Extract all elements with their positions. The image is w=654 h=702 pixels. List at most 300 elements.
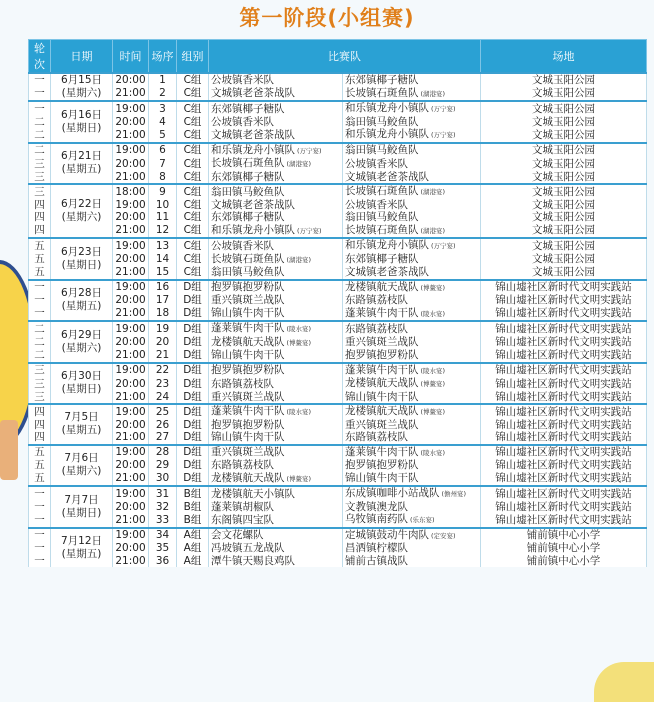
group-cell: D组 xyxy=(177,445,209,460)
date-cell xyxy=(51,184,113,238)
away-team-cell xyxy=(343,363,481,378)
home-team-cell xyxy=(209,391,343,405)
away-team-name: 蓬莱镇牛肉干队 xyxy=(345,445,419,458)
away-team-name: 东成镇咖啡小站战队 xyxy=(345,487,440,499)
venue-cell: 文城玉阳公园 xyxy=(481,157,647,171)
time-cell: 20:00 xyxy=(113,73,149,87)
header-round: 轮次 xyxy=(29,40,51,74)
home-team-cell xyxy=(209,157,343,171)
away-team-cell xyxy=(343,419,481,432)
table-row xyxy=(29,73,647,87)
table-row xyxy=(29,87,647,102)
time-cell: 19:00 xyxy=(113,238,149,253)
home-team-name: 文城镇老爸茶战队 xyxy=(211,198,295,211)
time-cell: 20:00 xyxy=(113,211,149,224)
match-no-cell: 23 xyxy=(149,377,177,391)
table-row xyxy=(29,116,647,129)
home-team-name: 会文花螺队 xyxy=(211,529,264,541)
time-cell: 19:00 xyxy=(113,101,149,116)
match-no-cell: 12 xyxy=(149,224,177,239)
away-team-name: 文城镇老爸茶战队 xyxy=(345,266,429,278)
group-cell: C组 xyxy=(177,171,209,185)
round-cell: 一 xyxy=(29,307,51,322)
home-team-cell xyxy=(209,87,343,102)
table-row xyxy=(29,307,647,322)
away-team-cell xyxy=(343,253,481,267)
away-team-name: 文教镇澳龙队 xyxy=(345,500,408,513)
home-team-name: 重兴镇斑兰战队 xyxy=(211,446,285,458)
away-team-name: 铺前古镇战队 xyxy=(345,554,408,567)
away-team-cell xyxy=(343,513,481,528)
date-text: 6月23日 xyxy=(60,245,103,258)
group-cell: B组 xyxy=(177,486,209,501)
header-group: 组别 xyxy=(177,40,209,74)
table-row xyxy=(29,391,647,405)
round-cell: 四 xyxy=(29,199,51,212)
date-cell xyxy=(51,238,113,280)
table-row xyxy=(29,542,647,555)
venue-cell: 文城玉阳公园 xyxy=(481,266,647,280)
group-cell: D组 xyxy=(177,419,209,432)
away-team-tag: (博鳌宴) xyxy=(420,408,446,416)
weekday-text: (星期日) xyxy=(61,121,102,134)
group-cell: C组 xyxy=(177,266,209,280)
venue-cell: 文城玉阳公园 xyxy=(481,101,647,116)
weekday-text: (星期六) xyxy=(61,87,102,99)
home-team-cell xyxy=(209,472,343,487)
time-cell: 20:00 xyxy=(113,253,149,267)
venue-cell: 锦山墟社区新时代文明实践站 xyxy=(481,391,647,405)
home-team-name: 长坡镇石斑鱼队 xyxy=(211,157,285,169)
away-team-name: 长坡镇石斑鱼队 xyxy=(345,223,419,236)
venue-cell: 文城玉阳公园 xyxy=(481,171,647,185)
time-cell: 21:00 xyxy=(113,307,149,322)
time-cell: 20:00 xyxy=(113,459,149,472)
group-cell: D组 xyxy=(177,459,209,472)
away-team-tag: (乐东宴) xyxy=(410,516,435,524)
home-team-cell xyxy=(209,307,343,322)
home-team-cell xyxy=(209,73,343,87)
round-cell: 一 xyxy=(29,486,51,501)
group-cell: D组 xyxy=(177,349,209,363)
round-cell: 一 xyxy=(29,87,51,102)
home-team-cell xyxy=(209,501,343,514)
header-teams: 比赛队 xyxy=(209,40,481,74)
home-team-cell xyxy=(209,101,343,116)
home-team-name: 文城镇老爸茶战队 xyxy=(211,128,295,141)
weekday-text: (星期日) xyxy=(61,258,102,271)
round-cell: 一 xyxy=(29,101,51,116)
away-team-cell xyxy=(343,171,481,185)
away-team-name: 和乐镇龙舟小镇队 xyxy=(345,102,429,114)
match-no-cell: 15 xyxy=(149,266,177,280)
date-text: 7月12日 xyxy=(60,534,103,547)
venue-cell: 文城玉阳公园 xyxy=(481,116,647,129)
group-cell: C组 xyxy=(177,224,209,239)
away-team-name: 翁田镇马鲛鱼队 xyxy=(345,211,419,223)
home-team-tag: (万宁宴) xyxy=(297,226,322,235)
weekday-text: (星期五) xyxy=(61,424,102,437)
away-team-cell xyxy=(343,157,481,171)
venue-cell: 锦山墟社区新时代文明实践站 xyxy=(481,294,647,307)
home-team-name: 公坡镇香米队 xyxy=(211,239,274,252)
group-cell: D组 xyxy=(177,336,209,350)
weekday-text: (星期日) xyxy=(61,383,102,396)
table-row xyxy=(29,211,647,224)
date-cell xyxy=(51,321,113,363)
time-cell: 20:00 xyxy=(113,419,149,432)
date-text: 7月5日 xyxy=(64,411,99,424)
table-row xyxy=(29,128,647,143)
match-no-cell: 21 xyxy=(149,349,177,363)
group-cell: C组 xyxy=(177,253,209,267)
away-team-name: 东路镇荔枝队 xyxy=(345,431,408,443)
group-cell: B组 xyxy=(177,501,209,514)
away-team-cell xyxy=(343,377,481,391)
time-cell: 19:00 xyxy=(113,199,149,212)
schedule-table xyxy=(28,39,647,567)
match-no-cell: 26 xyxy=(149,419,177,432)
home-team-name: 东路镇荔枝队 xyxy=(211,377,274,390)
away-team-name: 重兴镇斑兰战队 xyxy=(345,336,419,348)
away-team-cell xyxy=(343,404,481,419)
match-no-cell: 5 xyxy=(149,128,177,143)
match-no-cell: 2 xyxy=(149,87,177,102)
date-text: 6月21日 xyxy=(60,150,103,163)
match-no-cell: 18 xyxy=(149,307,177,322)
date-cell xyxy=(51,363,113,405)
time-cell: 21:00 xyxy=(113,128,149,143)
away-team-tag: (定安宴) xyxy=(431,531,456,540)
group-cell: D组 xyxy=(177,280,209,295)
round-cell: 二 xyxy=(29,116,51,129)
decorative-tile xyxy=(0,420,18,480)
away-team-cell xyxy=(343,472,481,487)
match-no-cell: 32 xyxy=(149,501,177,514)
home-team-cell xyxy=(209,419,343,432)
venue-cell: 锦山墟社区新时代文明实践站 xyxy=(481,431,647,445)
away-team-cell xyxy=(343,184,481,199)
match-no-cell: 25 xyxy=(149,404,177,419)
match-no-cell: 22 xyxy=(149,363,177,378)
header-date: 日期 xyxy=(51,40,113,74)
away-team-name: 东路镇荔枝队 xyxy=(345,322,408,335)
group-cell: D组 xyxy=(177,391,209,405)
away-team-cell xyxy=(343,431,481,445)
table-row xyxy=(29,472,647,487)
venue-cell: 锦山墟社区新时代文明实践站 xyxy=(481,349,647,363)
match-no-cell: 20 xyxy=(149,336,177,350)
away-team-cell xyxy=(343,459,481,472)
home-team-name: 和乐镇龙舟小镇队 xyxy=(211,223,295,236)
home-team-cell xyxy=(209,266,343,280)
away-team-name: 抱罗镇抱罗粉队 xyxy=(345,349,419,361)
home-team-cell xyxy=(209,321,343,336)
time-cell: 19:00 xyxy=(113,143,149,158)
match-no-cell: 7 xyxy=(149,157,177,171)
home-team-name: 文城镇老爸茶战队 xyxy=(211,87,295,99)
round-cell: 一 xyxy=(29,555,51,568)
match-no-cell: 31 xyxy=(149,486,177,501)
match-no-cell: 3 xyxy=(149,101,177,116)
away-team-cell xyxy=(343,542,481,555)
home-team-cell xyxy=(209,459,343,472)
round-cell: 四 xyxy=(29,211,51,224)
away-team-tag: (陵水宴) xyxy=(420,309,446,318)
away-team-tag: (万宁宴) xyxy=(431,105,456,113)
home-team-name: 翁田镇马鲛鱼队 xyxy=(211,266,285,278)
home-team-cell xyxy=(209,199,343,212)
away-team-name: 乌牧镇南药队 xyxy=(345,513,408,525)
time-cell: 20:00 xyxy=(113,336,149,350)
table-row xyxy=(29,171,647,185)
home-team-cell xyxy=(209,211,343,224)
group-cell: D组 xyxy=(177,404,209,419)
group-cell: C组 xyxy=(177,116,209,129)
time-cell: 18:00 xyxy=(113,184,149,199)
schedule-body xyxy=(29,73,647,567)
match-no-cell: 14 xyxy=(149,253,177,267)
round-cell: 二 xyxy=(29,128,51,143)
time-cell: 19:00 xyxy=(113,280,149,295)
venue-cell: 文城玉阳公园 xyxy=(481,238,647,253)
away-team-cell xyxy=(343,349,481,363)
group-cell: D组 xyxy=(177,472,209,487)
away-team-name: 长坡镇石斑鱼队 xyxy=(345,86,419,99)
home-team-name: 锦山镇牛肉干队 xyxy=(211,307,285,319)
table-row xyxy=(29,431,647,445)
away-team-name: 昌洒镇柠檬队 xyxy=(345,542,408,554)
venue-cell: 文城玉阳公园 xyxy=(481,199,647,212)
away-team-name: 蓬莱镇牛肉干队 xyxy=(345,306,419,319)
match-no-cell: 8 xyxy=(149,171,177,185)
home-team-cell xyxy=(209,253,343,267)
away-team-cell xyxy=(343,266,481,280)
table-row xyxy=(29,238,647,253)
home-team-name: 公坡镇香米队 xyxy=(211,115,274,128)
date-cell xyxy=(51,486,113,528)
date-text: 6月15日 xyxy=(60,74,103,86)
home-team-cell xyxy=(209,404,343,419)
round-cell: 二 xyxy=(29,349,51,363)
date-text: 6月28日 xyxy=(60,287,103,300)
away-team-tag: (陵水宴) xyxy=(420,366,446,375)
time-cell: 21:00 xyxy=(113,555,149,568)
group-cell: C组 xyxy=(177,101,209,116)
home-team-cell xyxy=(209,555,343,568)
home-team-name: 东路镇荔枝队 xyxy=(211,459,274,471)
round-cell: 四 xyxy=(29,431,51,445)
venue-cell: 文城玉阳公园 xyxy=(481,224,647,239)
time-cell: 20:00 xyxy=(113,377,149,391)
weekday-text: (星期五) xyxy=(61,163,102,176)
home-team-tag: (博鳌宴) xyxy=(286,474,312,483)
round-cell: 二 xyxy=(29,336,51,350)
away-team-name: 和乐镇龙舟小镇队 xyxy=(345,239,429,251)
home-team-name: 和乐镇龙舟小镇队 xyxy=(211,143,295,156)
round-cell: 四 xyxy=(29,404,51,419)
header-match-no: 场序 xyxy=(149,40,177,74)
table-row xyxy=(29,294,647,307)
table-row xyxy=(29,445,647,460)
time-cell: 19:00 xyxy=(113,445,149,460)
round-cell: 三 xyxy=(29,171,51,185)
home-team-name: 抱罗镇抱罗粉队 xyxy=(211,364,285,376)
table-row xyxy=(29,157,647,171)
table-row xyxy=(29,459,647,472)
table-row xyxy=(29,280,647,295)
match-no-cell: 29 xyxy=(149,459,177,472)
table-row xyxy=(29,199,647,212)
away-team-cell xyxy=(343,501,481,514)
away-team-name: 定城镇鼓动牛肉队 xyxy=(345,528,429,541)
round-cell: 一 xyxy=(29,513,51,528)
weekday-text: (星期六) xyxy=(61,341,102,354)
home-team-cell xyxy=(209,143,343,158)
table-row xyxy=(29,404,647,419)
match-no-cell: 19 xyxy=(149,321,177,336)
table-row xyxy=(29,336,647,350)
table-row xyxy=(29,143,647,158)
venue-cell: 锦山墟社区新时代文明实践站 xyxy=(481,419,647,432)
home-team-cell xyxy=(209,336,343,350)
home-team-name: 锦山镇牛肉干队 xyxy=(211,431,285,443)
home-team-name: 锦山镇牛肉干队 xyxy=(211,349,285,361)
round-cell: 三 xyxy=(29,363,51,378)
home-team-tag: (陵水宴) xyxy=(286,325,312,333)
home-team-cell xyxy=(209,445,343,460)
group-cell: D组 xyxy=(177,321,209,336)
away-team-name: 文城镇老爸茶战队 xyxy=(345,170,429,183)
round-cell: 二 xyxy=(29,143,51,158)
away-team-cell xyxy=(343,199,481,212)
home-team-cell xyxy=(209,128,343,143)
home-team-cell xyxy=(209,377,343,391)
match-no-cell: 10 xyxy=(149,199,177,212)
time-cell: 21:00 xyxy=(113,431,149,445)
round-cell: 一 xyxy=(29,542,51,555)
away-team-cell xyxy=(343,87,481,102)
round-cell: 三 xyxy=(29,184,51,199)
date-text: 6月22日 xyxy=(60,198,103,210)
away-team-name: 东郊镇椰子糖队 xyxy=(345,74,419,86)
table-row xyxy=(29,253,647,267)
time-cell: 19:00 xyxy=(113,528,149,543)
date-text: 6月29日 xyxy=(60,328,103,341)
venue-cell: 锦山墟社区新时代文明实践站 xyxy=(481,486,647,501)
time-cell: 19:00 xyxy=(113,486,149,501)
table-row xyxy=(29,184,647,199)
table-row xyxy=(29,377,647,391)
round-cell: 四 xyxy=(29,224,51,239)
match-no-cell: 6 xyxy=(149,143,177,158)
round-cell: 五 xyxy=(29,459,51,472)
venue-cell: 锦山墟社区新时代文明实践站 xyxy=(481,321,647,336)
match-no-cell: 24 xyxy=(149,391,177,405)
away-team-name: 东郊镇椰子糖队 xyxy=(345,253,419,265)
time-cell: 19:00 xyxy=(113,363,149,378)
group-cell: C组 xyxy=(177,157,209,171)
away-team-name: 东路镇荔枝队 xyxy=(345,294,408,306)
home-team-name: 抱罗镇抱罗粉队 xyxy=(211,418,285,431)
time-cell: 20:00 xyxy=(113,294,149,307)
table-row xyxy=(29,501,647,514)
group-cell: C组 xyxy=(177,211,209,224)
away-team-tag: (万宁宴) xyxy=(431,131,456,139)
match-no-cell: 33 xyxy=(149,513,177,528)
away-team-cell xyxy=(343,555,481,568)
home-team-name: 潭牛镇天赐良鸡队 xyxy=(211,554,295,567)
time-cell: 20:00 xyxy=(113,116,149,129)
away-team-cell xyxy=(343,528,481,543)
date-cell xyxy=(51,404,113,445)
away-team-name: 龙楼镇航天战队 xyxy=(345,405,419,417)
away-team-name: 锦山镇牛肉干队 xyxy=(345,472,419,484)
match-no-cell: 16 xyxy=(149,280,177,295)
weekday-text: (星期五) xyxy=(61,300,102,313)
venue-cell: 锦山墟社区新时代文明实践站 xyxy=(481,336,647,350)
away-team-cell xyxy=(343,307,481,322)
match-no-cell: 34 xyxy=(149,528,177,543)
home-team-cell xyxy=(209,486,343,501)
venue-cell: 锦山墟社区新时代文明实践站 xyxy=(481,363,647,378)
home-team-cell xyxy=(209,238,343,253)
table-row xyxy=(29,101,647,116)
table-row xyxy=(29,363,647,378)
home-team-name: 龙楼镇航天小镇队 xyxy=(211,487,295,500)
home-team-cell xyxy=(209,528,343,543)
venue-cell: 文城玉阳公园 xyxy=(481,211,647,224)
group-cell: C组 xyxy=(177,73,209,87)
away-team-name: 翁田镇马鲛鱼队 xyxy=(345,144,419,156)
home-team-name: 长坡镇石斑鱼队 xyxy=(211,252,285,265)
round-cell: 一 xyxy=(29,294,51,307)
away-team-tag: (万宁宴) xyxy=(431,242,456,250)
home-team-cell xyxy=(209,363,343,378)
page-title: 第一阶段(小组赛) xyxy=(239,6,415,30)
weekday-text: (星期六) xyxy=(61,211,102,223)
home-team-cell xyxy=(209,224,343,239)
group-cell: A组 xyxy=(177,528,209,543)
match-no-cell: 11 xyxy=(149,211,177,224)
away-team-tag: (博鳌宴) xyxy=(420,283,446,292)
round-cell: 四 xyxy=(29,419,51,432)
date-cell xyxy=(51,143,113,185)
time-cell: 21:00 xyxy=(113,224,149,239)
away-team-tag: (陵水宴) xyxy=(420,448,446,457)
table-row xyxy=(29,555,647,568)
group-cell: D组 xyxy=(177,363,209,378)
away-team-cell xyxy=(343,238,481,253)
away-team-name: 长坡镇石斑鱼队 xyxy=(345,185,419,197)
away-team-cell xyxy=(343,294,481,307)
venue-cell: 锦山墟社区新时代文明实践站 xyxy=(481,377,647,391)
date-cell xyxy=(51,528,113,568)
home-team-cell xyxy=(209,431,343,445)
venue-cell: 文城玉阳公园 xyxy=(481,253,647,267)
time-cell: 19:00 xyxy=(113,404,149,419)
weekday-text: (星期日) xyxy=(61,506,102,519)
weekday-text: (星期六) xyxy=(61,465,102,478)
round-cell: 三 xyxy=(29,157,51,171)
match-no-cell: 4 xyxy=(149,116,177,129)
away-team-tag: (湖港宴) xyxy=(420,188,446,196)
round-cell: 二 xyxy=(29,321,51,336)
home-team-cell xyxy=(209,349,343,363)
date-text: 6月16日 xyxy=(60,108,103,121)
group-cell: C组 xyxy=(177,184,209,199)
venue-cell: 铺前镇中心小学 xyxy=(481,555,647,568)
